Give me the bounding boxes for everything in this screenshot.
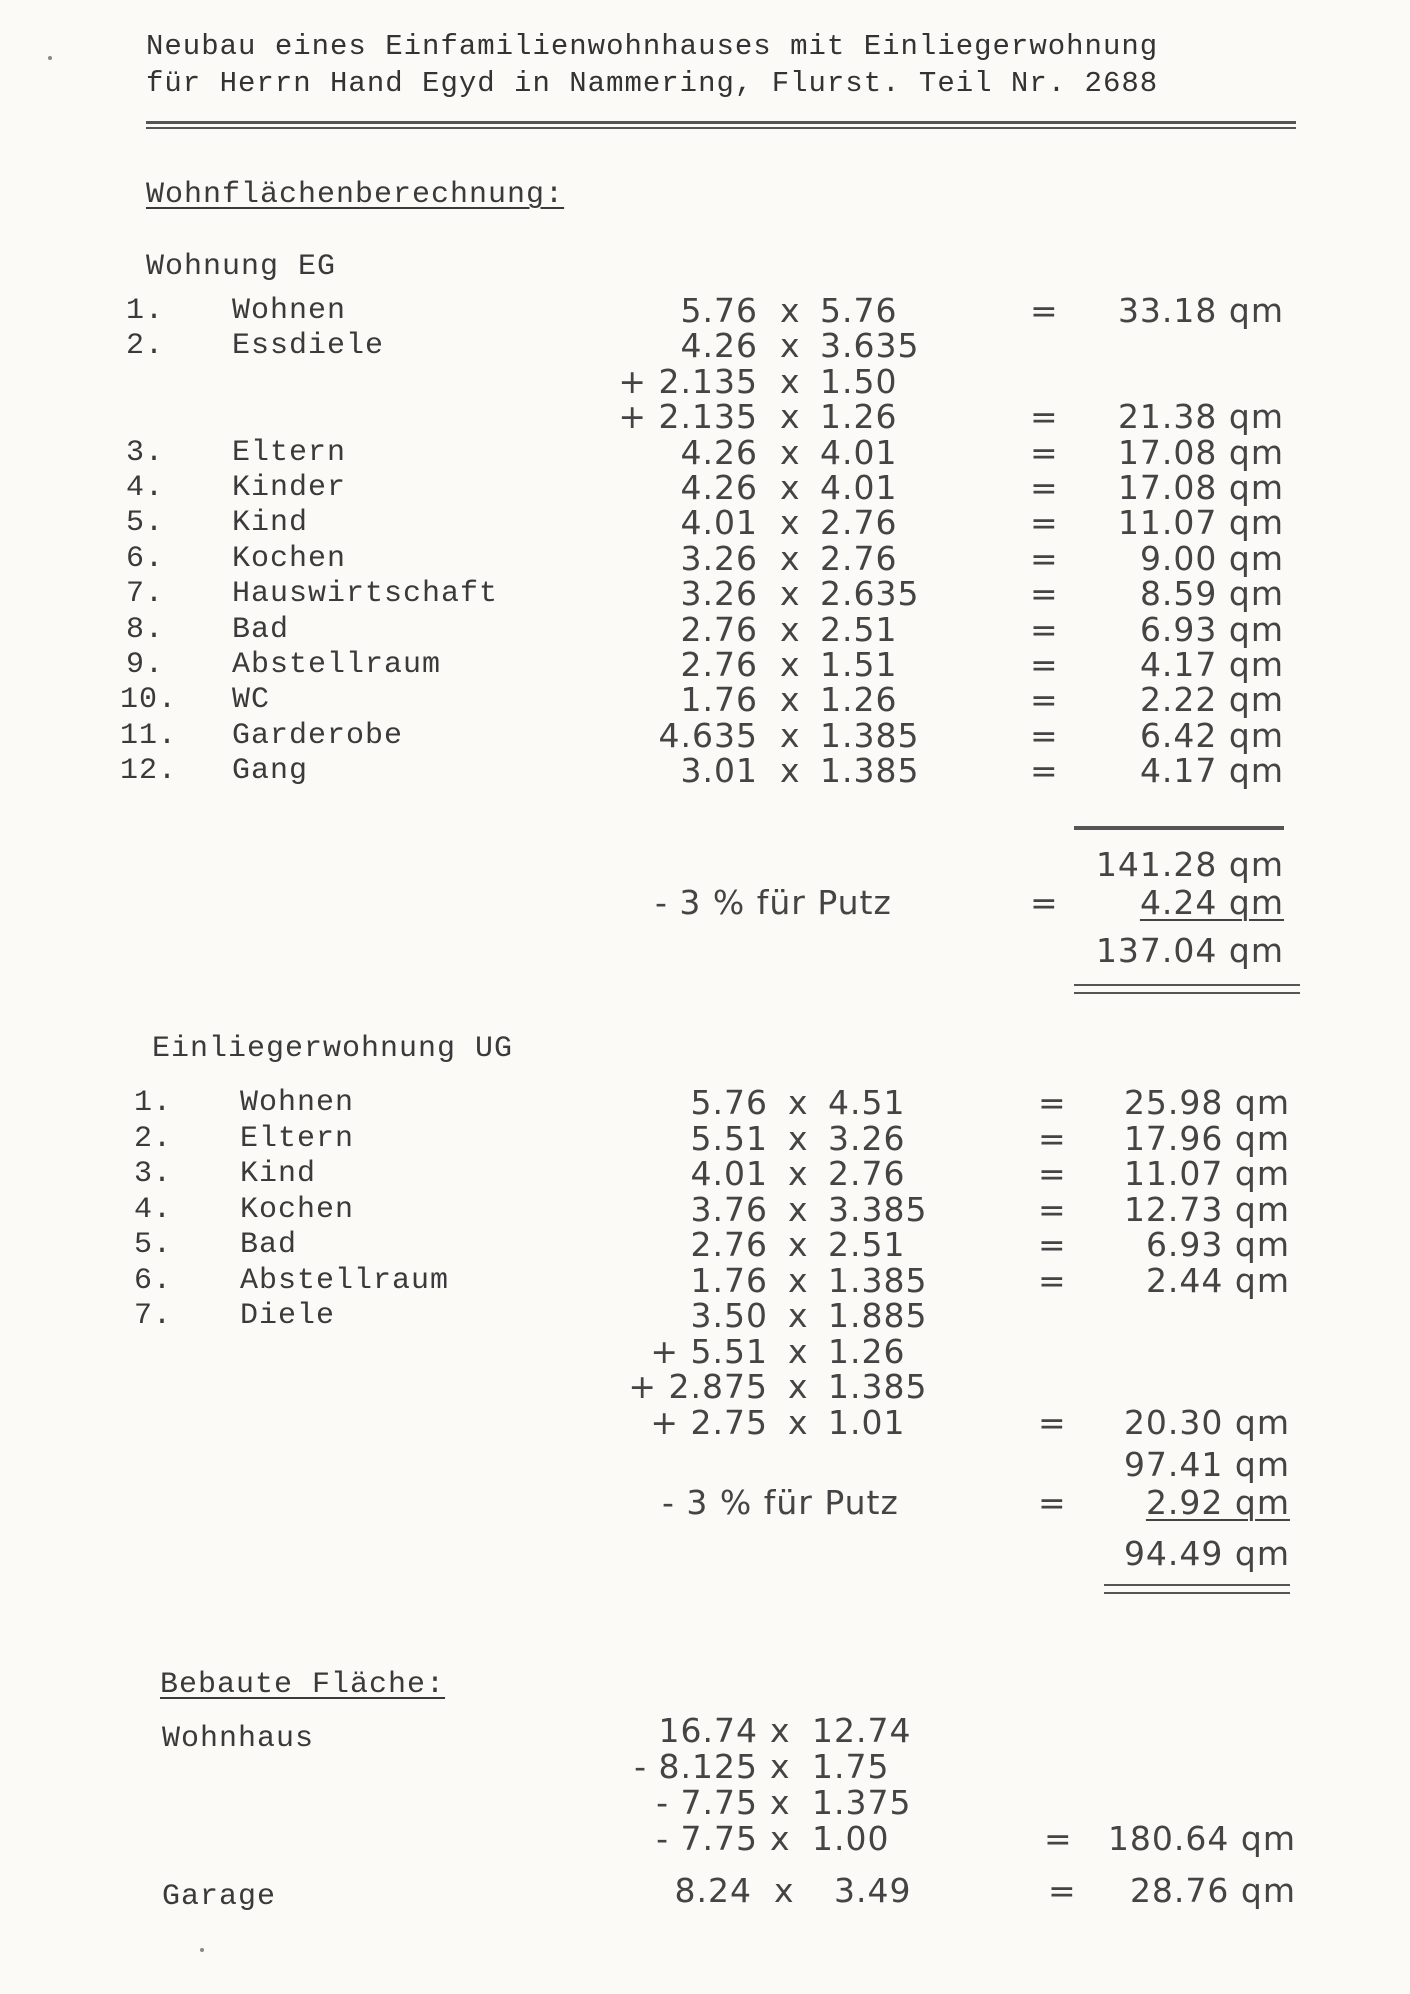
header-line-1: Neubau eines Einfamilienwohnhauses mit Einliegerwohnung: [146, 30, 1159, 63]
room-name: Kochen: [232, 542, 347, 576]
equals-sign: =: [1038, 1119, 1067, 1158]
times-sign: x: [788, 1190, 809, 1229]
bebaut-title: Bebaute Fläche:: [160, 1668, 446, 1702]
room-area: 11.07 qm: [1117, 503, 1284, 542]
dimension-a: - 8.125: [634, 1747, 758, 1786]
dimension-a: 3.01: [680, 751, 758, 790]
room-number: 1.: [125, 294, 164, 328]
dimension-a: - 7.75: [656, 1783, 758, 1822]
room-name: Abstellraum: [240, 1264, 450, 1298]
room-number: 10.: [120, 683, 178, 717]
times-sign: x: [788, 1403, 809, 1442]
dimension-b: 3.635: [820, 326, 920, 365]
room-name: Diele: [240, 1299, 336, 1333]
room-number: 12.: [120, 754, 178, 788]
room-area: 180.64 qm: [1107, 1819, 1296, 1858]
dimension-a: 2.76: [680, 610, 758, 649]
times-sign: x: [788, 1083, 809, 1122]
times-sign: x: [780, 433, 801, 472]
dimension-b: 1.385: [820, 751, 920, 790]
dimension-b: 2.76: [828, 1154, 906, 1193]
equals-sign: =: [1030, 503, 1059, 542]
room-number: 7.: [125, 577, 164, 611]
eg-deduction-eq: =: [1030, 883, 1059, 922]
equals-sign: =: [1030, 539, 1059, 578]
header-rule: [146, 121, 1296, 124]
room-area: 20.30 qm: [1123, 1403, 1290, 1442]
dimension-a: 4.01: [680, 503, 758, 542]
eg-deduction: 4.24 qm: [1139, 883, 1284, 922]
room-number: 2.: [125, 329, 164, 363]
scan-speck: [48, 56, 52, 60]
times-sign: x: [788, 1154, 809, 1193]
times-sign: x: [780, 362, 801, 401]
equals-sign: =: [1038, 1225, 1067, 1264]
section-title: Wohnflächenberechnung:: [146, 178, 565, 212]
dimension-b: 2.635: [820, 574, 920, 613]
room-name: Essdiele: [232, 329, 385, 363]
dimension-b: 2.51: [828, 1225, 906, 1264]
room-area: 17.08 qm: [1117, 468, 1284, 507]
room-area: 25.98 qm: [1123, 1083, 1290, 1122]
dimension-b: 1.00: [812, 1819, 890, 1858]
scan-speck: [200, 1948, 204, 1952]
dimension-a: 3.50: [690, 1296, 768, 1335]
times-sign: x: [770, 1747, 791, 1786]
dimension-a: 4.26: [680, 433, 758, 472]
dimension-a: 4.635: [658, 716, 758, 755]
room-name: Abstellraum: [232, 648, 442, 682]
equals-sign: =: [1030, 397, 1059, 436]
room-number: 6.: [125, 542, 164, 576]
eg-total: 137.04 qm: [1095, 931, 1284, 970]
times-sign: x: [788, 1261, 809, 1300]
times-sign: x: [774, 1871, 795, 1910]
times-sign: x: [780, 291, 801, 330]
dimension-b: 1.385: [828, 1367, 928, 1406]
room-number: 3.: [133, 1157, 172, 1191]
eg-sum-rule: [1074, 826, 1284, 830]
wohnhaus-label: Wohnhaus: [162, 1722, 315, 1756]
dimension-a: + 2.135: [618, 397, 758, 436]
times-sign: x: [780, 397, 801, 436]
dimension-b: 2.76: [820, 503, 898, 542]
dimension-b: 1.50: [820, 362, 898, 401]
times-sign: x: [780, 574, 801, 613]
room-name: Wohnen: [232, 294, 347, 328]
ug-deduction-eq: =: [1038, 1483, 1067, 1522]
times-sign: x: [780, 326, 801, 365]
dimension-a: 1.76: [680, 680, 758, 719]
dimension-a: 16.74: [658, 1711, 758, 1750]
dimension-b: 4.51: [828, 1083, 906, 1122]
equals-sign: =: [1030, 433, 1059, 472]
equals-sign: =: [1030, 751, 1059, 790]
room-number: 4.: [125, 471, 164, 505]
dimension-b: 4.01: [820, 468, 898, 507]
times-sign: x: [770, 1783, 791, 1822]
times-sign: x: [788, 1367, 809, 1406]
header-rule-2: [146, 127, 1296, 129]
dimension-a: 2.76: [690, 1225, 768, 1264]
dimension-b: 4.01: [820, 433, 898, 472]
times-sign: x: [780, 503, 801, 542]
equals-sign: =: [1030, 645, 1059, 684]
equals-sign: =: [1038, 1154, 1067, 1193]
times-sign: x: [780, 610, 801, 649]
dimension-a: 1.76: [690, 1261, 768, 1300]
times-sign: x: [780, 716, 801, 755]
dimension-b: 1.01: [828, 1403, 906, 1442]
room-number: 5.: [125, 506, 164, 540]
room-name: Kind: [240, 1157, 317, 1191]
room-area: 8.59 qm: [1139, 574, 1284, 613]
dimension-a: 2.76: [680, 645, 758, 684]
equals-sign: =: [1038, 1083, 1067, 1122]
room-number: 3.: [125, 436, 164, 470]
times-sign: x: [788, 1296, 809, 1335]
room-area: 2.22 qm: [1139, 680, 1284, 719]
eg-title: Wohnung EG: [146, 250, 337, 284]
dimension-a: 5.51: [690, 1119, 768, 1158]
ug-total-double-rule: [1104, 1584, 1290, 1594]
room-number: 11.: [120, 719, 178, 753]
room-name: Kochen: [240, 1193, 355, 1227]
times-sign: x: [780, 539, 801, 578]
eg-deduction-label: - 3 % für Putz: [655, 883, 892, 922]
room-number: 6.: [133, 1264, 172, 1298]
equals-sign: =: [1030, 291, 1059, 330]
times-sign: x: [780, 751, 801, 790]
room-number: 7.: [133, 1299, 172, 1333]
header-line-2: für Herrn Hand Egyd in Nammering, Flurst. Teil Nr. 2688: [146, 67, 1159, 100]
eg-total-double-rule: [1074, 984, 1300, 994]
dimension-b: 1.26: [828, 1332, 906, 1371]
equals-sign: =: [1030, 468, 1059, 507]
dimension-a: 5.76: [680, 291, 758, 330]
ug-total: 94.49 qm: [1123, 1534, 1290, 1573]
eg-sum: 141.28 qm: [1095, 845, 1284, 884]
room-area: 4.17 qm: [1139, 645, 1284, 684]
dimension-a: 4.26: [680, 326, 758, 365]
dimension-a: + 2.875: [628, 1367, 768, 1406]
room-area: 17.96 qm: [1123, 1119, 1290, 1158]
ug-title: Einliegerwohnung UG: [152, 1032, 514, 1066]
dimension-b: 1.26: [820, 397, 898, 436]
times-sign: x: [780, 680, 801, 719]
room-area: 2.44 qm: [1145, 1261, 1290, 1300]
dimension-a: + 2.75: [650, 1403, 768, 1442]
dimension-b: 3.49: [834, 1871, 912, 1910]
room-area: 6.93 qm: [1145, 1225, 1290, 1264]
room-area: 21.38 qm: [1117, 397, 1284, 436]
dimension-a: 3.76: [690, 1190, 768, 1229]
ug-sum: 97.41 qm: [1123, 1445, 1290, 1484]
room-name: Bad: [232, 613, 290, 647]
room-name: Hauswirtschaft: [232, 577, 499, 611]
times-sign: x: [788, 1332, 809, 1371]
times-sign: x: [770, 1711, 791, 1750]
room-number: 4.: [133, 1193, 172, 1227]
room-name: Garderobe: [232, 719, 404, 753]
dimension-a: 4.01: [690, 1154, 768, 1193]
room-name: Eltern: [240, 1122, 355, 1156]
times-sign: x: [780, 468, 801, 507]
room-area: 17.08 qm: [1117, 433, 1284, 472]
dimension-a: + 5.51: [650, 1332, 768, 1371]
dimension-b: 1.885: [828, 1296, 928, 1335]
dimension-b: 3.385: [828, 1190, 928, 1229]
dimension-b: 1.385: [828, 1261, 928, 1300]
times-sign: x: [788, 1119, 809, 1158]
dimension-b: 2.76: [820, 539, 898, 578]
room-name: Gang: [232, 754, 309, 788]
times-sign: x: [770, 1819, 791, 1858]
equals-sign: =: [1048, 1871, 1077, 1910]
equals-sign: =: [1030, 716, 1059, 755]
garage-label: Garage: [162, 1880, 277, 1914]
dimension-a: + 2.135: [618, 362, 758, 401]
room-name: Kinder: [232, 471, 347, 505]
room-number: 1.: [133, 1086, 172, 1120]
equals-sign: =: [1038, 1403, 1067, 1442]
times-sign: x: [780, 645, 801, 684]
dimension-a: - 7.75: [656, 1819, 758, 1858]
equals-sign: =: [1030, 680, 1059, 719]
room-area: 28.76 qm: [1129, 1871, 1296, 1910]
dimension-b: 1.75: [812, 1747, 890, 1786]
dimension-b: 1.51: [820, 645, 898, 684]
ug-deduction: 2.92 qm: [1145, 1483, 1290, 1522]
equals-sign: =: [1030, 610, 1059, 649]
dimension-a: 4.26: [680, 468, 758, 507]
room-name: WC: [232, 683, 271, 717]
dimension-b: 1.375: [812, 1783, 912, 1822]
room-number: 5.: [133, 1228, 172, 1262]
dimension-a: 3.26: [680, 574, 758, 613]
room-area: 4.17 qm: [1139, 751, 1284, 790]
dimension-b: 5.76: [820, 291, 898, 330]
room-area: 6.42 qm: [1139, 716, 1284, 755]
times-sign: x: [788, 1225, 809, 1264]
equals-sign: =: [1038, 1190, 1067, 1229]
dimension-b: 1.26: [820, 680, 898, 719]
room-area: 11.07 qm: [1123, 1154, 1290, 1193]
room-name: Wohnen: [240, 1086, 355, 1120]
dimension-a: 5.76: [690, 1083, 768, 1122]
equals-sign: =: [1030, 574, 1059, 613]
room-number: 8.: [125, 613, 164, 647]
dimension-a: 3.26: [680, 539, 758, 578]
room-area: 6.93 qm: [1139, 610, 1284, 649]
dimension-b: 2.51: [820, 610, 898, 649]
room-name: Bad: [240, 1228, 298, 1262]
equals-sign: =: [1044, 1819, 1073, 1858]
room-number: 2.: [133, 1122, 172, 1156]
dimension-b: 12.74: [812, 1711, 912, 1750]
room-area: 12.73 qm: [1123, 1190, 1290, 1229]
equals-sign: =: [1038, 1261, 1067, 1300]
room-area: 33.18 qm: [1117, 291, 1284, 330]
room-name: Kind: [232, 506, 309, 540]
dimension-b: 1.385: [820, 716, 920, 755]
ug-deduction-label: - 3 % für Putz: [662, 1483, 899, 1522]
room-name: Eltern: [232, 436, 347, 470]
room-area: 9.00 qm: [1139, 539, 1284, 578]
dimension-a: 8.24: [674, 1871, 752, 1910]
room-number: 9.: [125, 648, 164, 682]
dimension-b: 3.26: [828, 1119, 906, 1158]
